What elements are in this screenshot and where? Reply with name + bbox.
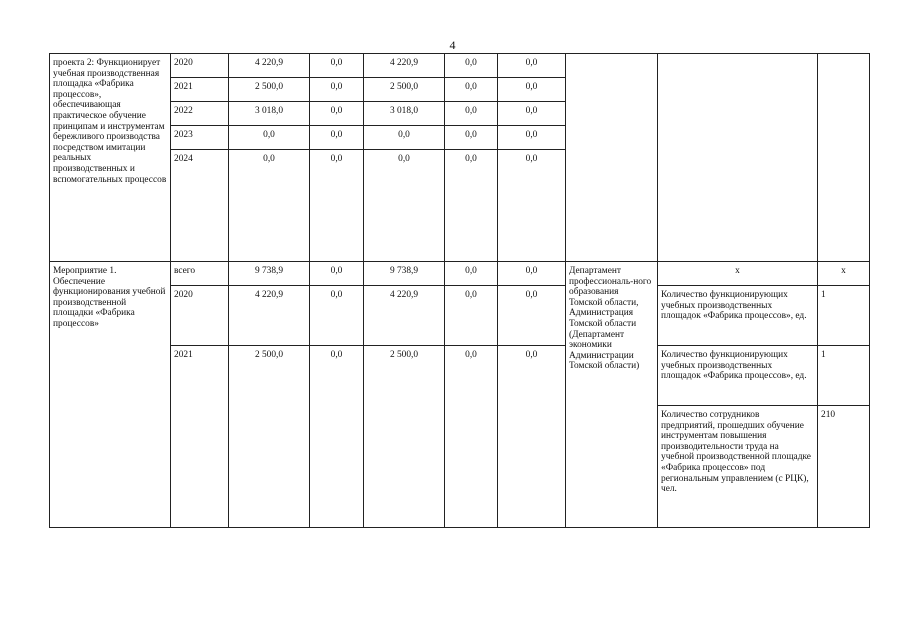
indicator-value-cell: 1 (818, 286, 870, 346)
table-row (50, 346, 870, 406)
value-cell: 0,0 (364, 126, 445, 150)
total-cell: 0,0 (229, 150, 310, 262)
value-cell: 2 500,0 (364, 346, 445, 528)
table-row (50, 286, 870, 346)
value-cell: 0,0 (445, 126, 498, 150)
value-cell: 0,0 (498, 286, 566, 346)
total-cell: 9 738,9 (229, 262, 310, 286)
page-number: 4 (449, 38, 456, 52)
value-cell: 4 220,9 (364, 286, 445, 346)
value-cell: 0,0 (310, 126, 364, 150)
value-cell: 0,0 (310, 78, 364, 102)
year-cell: 2022 (171, 102, 229, 126)
value-cell: 0,0 (445, 262, 498, 286)
value-cell: 3 018,0 (364, 102, 445, 126)
total-cell: 2 500,0 (229, 78, 310, 102)
total-cell: 2 500,0 (229, 346, 310, 528)
year-cell: 2020 (171, 54, 229, 78)
value-cell: 0,0 (445, 78, 498, 102)
indicator-value-cell: х (818, 262, 870, 286)
value-cell: 0,0 (310, 150, 364, 262)
value-cell: 0,0 (445, 102, 498, 126)
indicator-cell: Количество функционирующих учебных производственных площадок «Фабрика процессов», ед. (658, 346, 818, 406)
indicator-value-cell: 1 (818, 346, 870, 406)
value-cell-empty (818, 54, 870, 262)
value-cell: 0,0 (310, 54, 364, 78)
total-cell: 0,0 (229, 126, 310, 150)
value-cell: 0,0 (498, 346, 566, 528)
year-cell: всего (171, 262, 229, 286)
year-cell: 2024 (171, 150, 229, 262)
executor-cell-empty (566, 54, 658, 262)
value-cell: 0,0 (445, 54, 498, 78)
indicator-cell: Количество сотрудников предприятий, прошедших обучение инструментам повышения производительности труда на учебной производственной площадке «Фабрика процессов» под региональным управлением (с РЦК), чел. (658, 406, 818, 528)
value-cell: 0,0 (445, 150, 498, 262)
indicator-value-cell: 210 (818, 406, 870, 528)
total-cell: 4 220,9 (229, 286, 310, 346)
value-cell: 0,0 (498, 78, 566, 102)
measure-title-cell: Мероприятие 1. Обеспечение функционирования учебной производственной площадки «Фабрика процессов» (50, 262, 171, 528)
total-cell: 3 018,0 (229, 102, 310, 126)
year-cell: 2021 (171, 78, 229, 102)
value-cell: 0,0 (498, 102, 566, 126)
year-cell: 2020 (171, 286, 229, 346)
value-cell: 0,0 (498, 150, 566, 262)
value-cell: 9 738,9 (364, 262, 445, 286)
value-cell: 0,0 (310, 286, 364, 346)
table-row (50, 54, 870, 78)
indicator-cell-empty (658, 54, 818, 262)
year-cell: 2021 (171, 346, 229, 528)
value-cell: 0,0 (498, 54, 566, 78)
budget-table (49, 53, 870, 528)
table-row (50, 262, 870, 286)
value-cell: 0,0 (498, 126, 566, 150)
value-cell: 2 500,0 (364, 78, 445, 102)
value-cell: 0,0 (310, 102, 364, 126)
value-cell: 0,0 (498, 262, 566, 286)
executor-cell: Департамент профессиональ-ного образования Томской области, Администрация Томской области (Департамент экономики Администрации Томской области) (566, 262, 658, 528)
year-cell: 2023 (171, 126, 229, 150)
value-cell: 0,0 (310, 346, 364, 528)
value-cell: 0,0 (364, 150, 445, 262)
project-title-cell: проекта 2: Функционирует учебная производственная площадка «Фабрика процессов», обеспечивающая практическое обучение принципам и инструментам бережливого производства посредством имитации реальных производственных и вспомогательных процессов (50, 54, 171, 262)
value-cell: 4 220,9 (364, 54, 445, 78)
value-cell: 0,0 (445, 286, 498, 346)
indicator-cell: Количество функционирующих учебных производственных площадок «Фабрика процессов», ед. (658, 286, 818, 346)
total-cell: 4 220,9 (229, 54, 310, 78)
indicator-cell: х (658, 262, 818, 286)
value-cell: 0,0 (310, 262, 364, 286)
value-cell: 0,0 (445, 346, 498, 528)
